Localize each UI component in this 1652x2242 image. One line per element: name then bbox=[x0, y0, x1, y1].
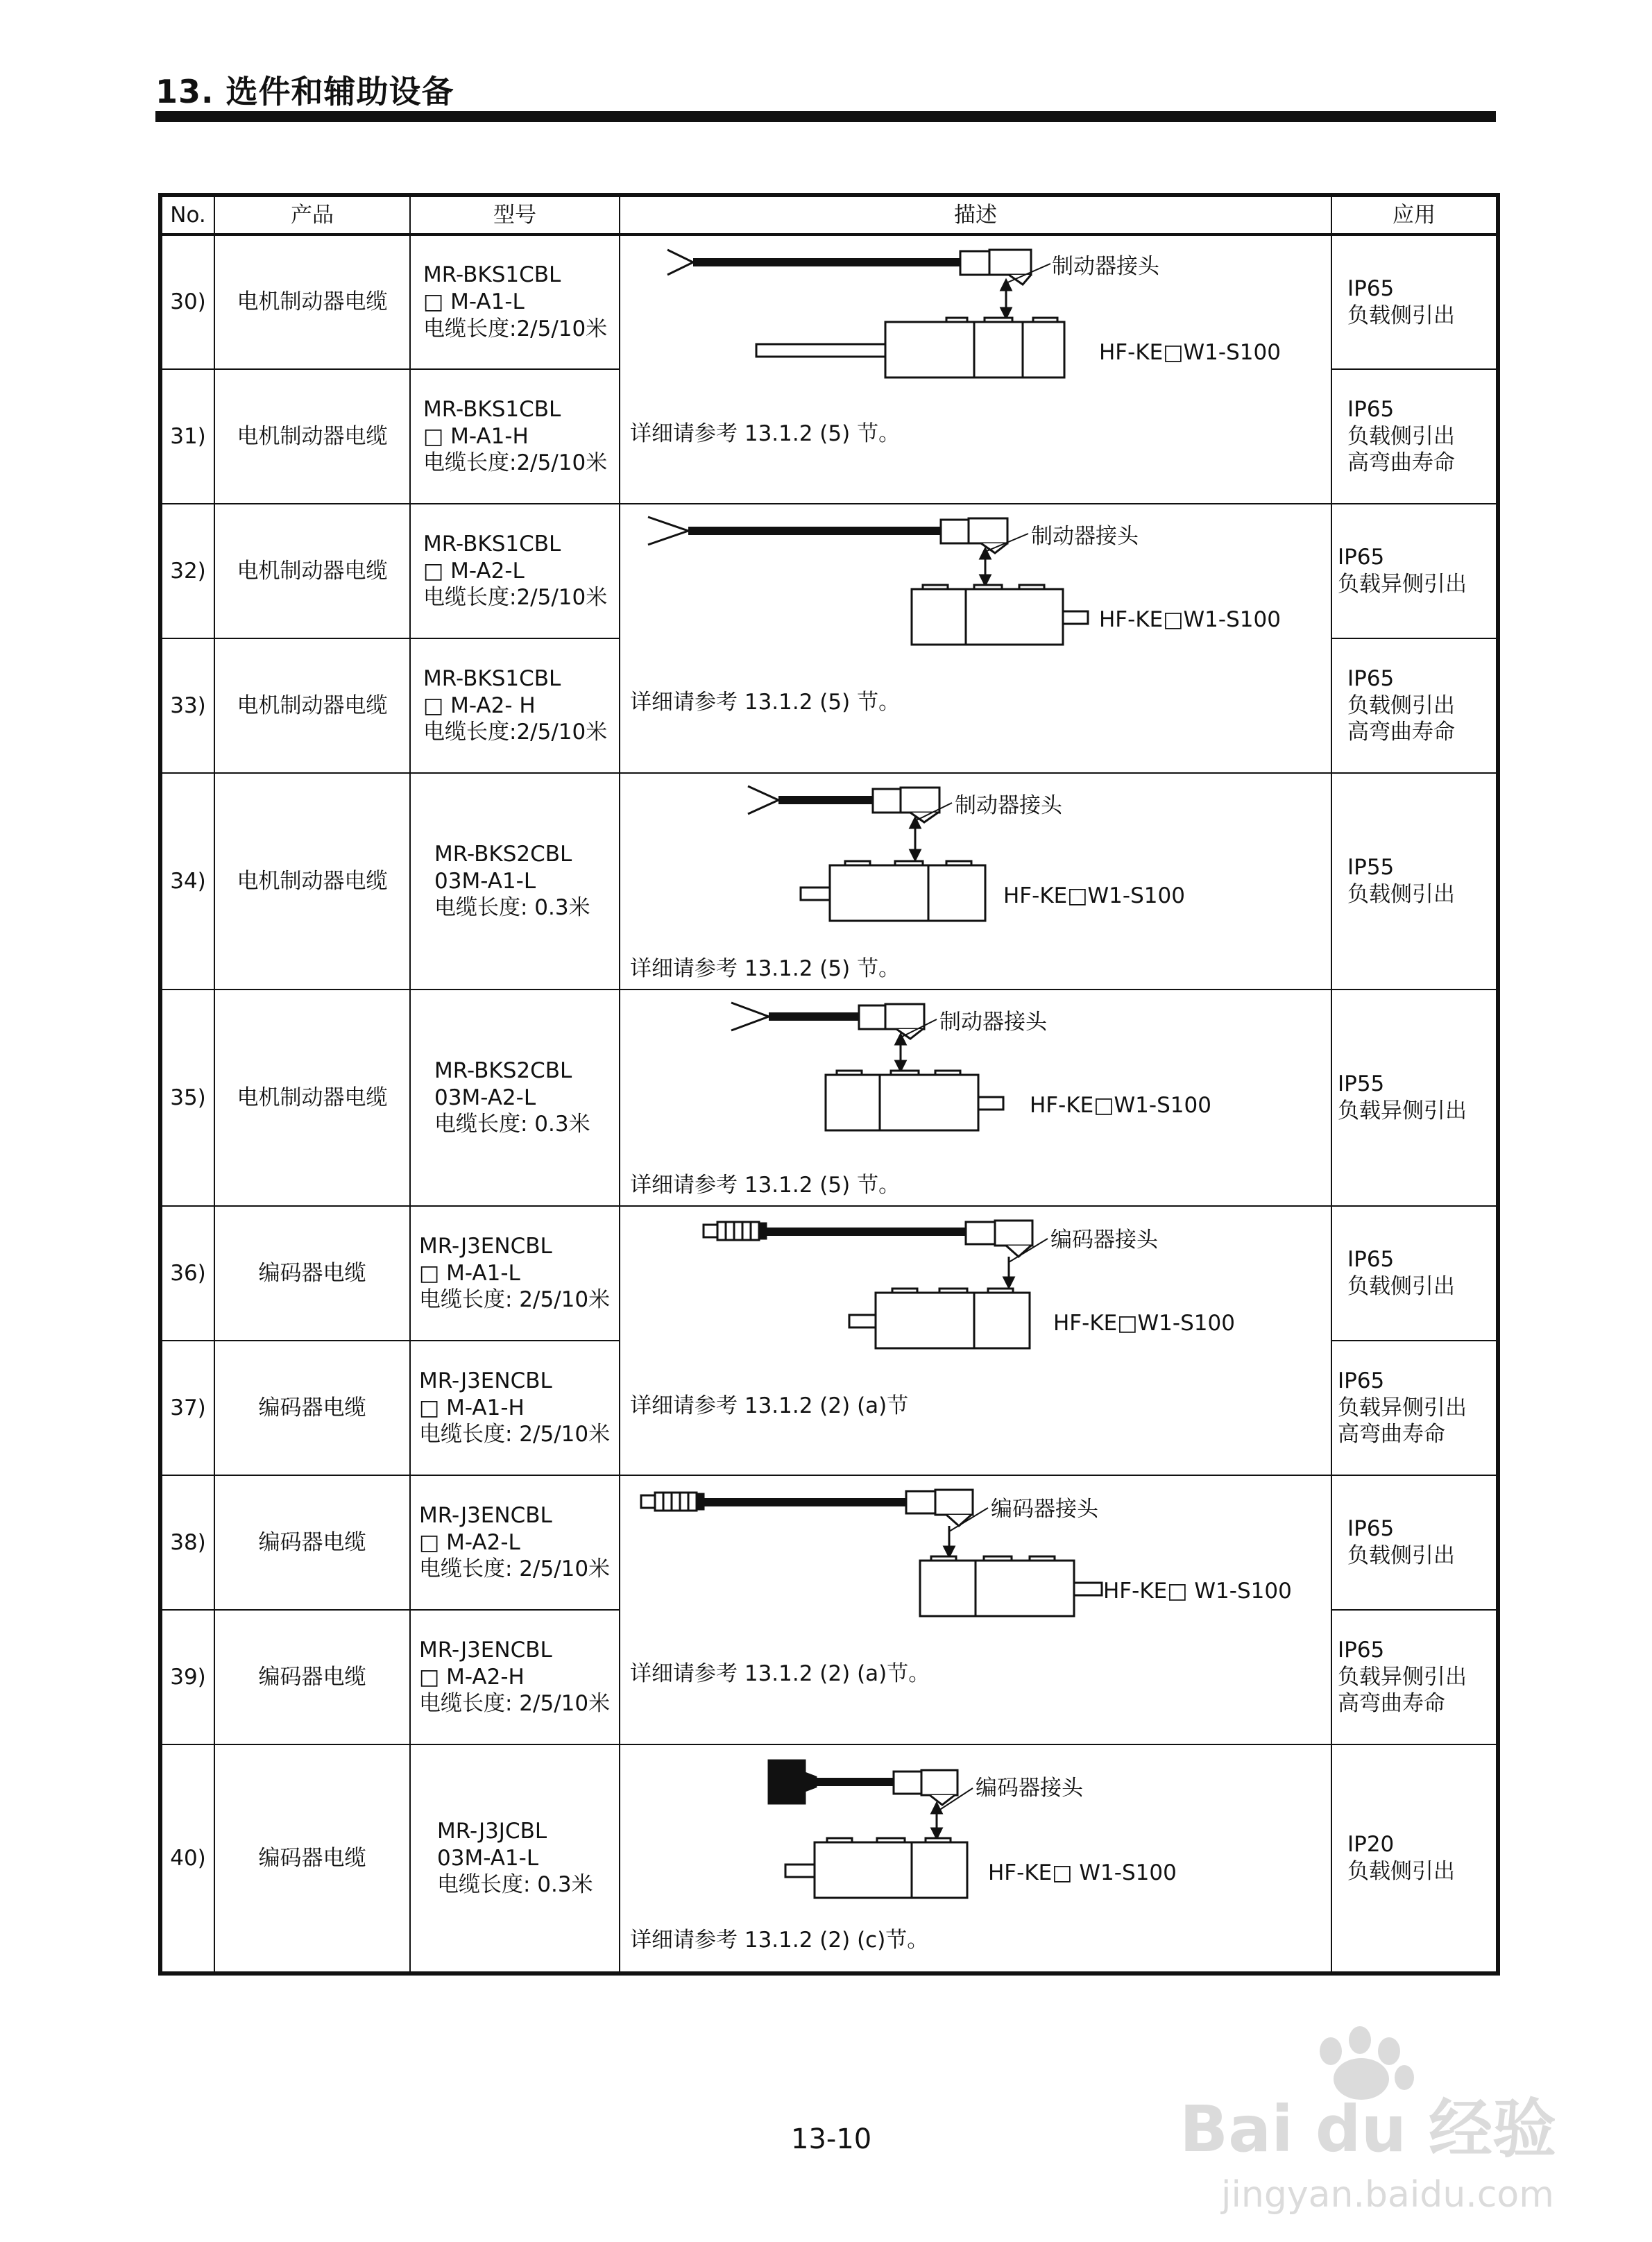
row-number: 32) bbox=[160, 504, 214, 638]
encoder-connector-icon bbox=[966, 1221, 1032, 1257]
table-row bbox=[160, 990, 1498, 1206]
model-line: 电缆长度:2/5/10米 bbox=[423, 450, 608, 476]
motor-model-label: HF-KE□W1-S100 bbox=[1053, 1311, 1235, 1336]
row-application bbox=[1331, 638, 1498, 773]
row-number: 36) bbox=[160, 1206, 214, 1341]
model-line: MR-BKS2CBL bbox=[434, 841, 572, 867]
model-line: 电缆长度: 2/5/10米 bbox=[419, 1691, 611, 1717]
row-application bbox=[1331, 1206, 1498, 1341]
model-line: 03M-A1-L bbox=[437, 1845, 539, 1871]
page-number: 13-10 bbox=[791, 2123, 872, 2155]
servo-motor-icon bbox=[849, 1289, 1030, 1348]
connector-label: 制动器接头 bbox=[1052, 254, 1159, 279]
servo-motor-icon bbox=[920, 1556, 1102, 1616]
row-number: 30) bbox=[160, 235, 214, 369]
row-model bbox=[410, 1341, 620, 1475]
model-line: □ M-A1-L bbox=[423, 289, 525, 315]
model-line: □ M-A2- H bbox=[423, 693, 536, 718]
table-header-row bbox=[160, 195, 1498, 235]
row-model bbox=[410, 235, 620, 369]
amp-connector-icon bbox=[641, 1493, 704, 1511]
servo-motor-icon bbox=[801, 861, 985, 921]
row-number: 34) bbox=[160, 773, 214, 990]
app-line: 负载异侧引出 bbox=[1338, 1664, 1467, 1690]
row-application bbox=[1331, 504, 1498, 638]
row-application bbox=[1331, 990, 1498, 1206]
reference-note: 详细请参考 13.1.2 (5) 节。 bbox=[630, 690, 901, 715]
row-product: 电机制动器电缆 bbox=[214, 504, 410, 638]
row-application bbox=[1331, 1341, 1498, 1475]
row-number: 31) bbox=[160, 369, 214, 504]
app-line: 高弯曲寿命 bbox=[1347, 450, 1455, 476]
double-arrow-icon bbox=[910, 818, 920, 860]
brake-connector-icon bbox=[960, 250, 1031, 285]
cable-wire-icon bbox=[731, 1003, 863, 1030]
row-number: 37) bbox=[160, 1341, 214, 1475]
row-number: 33) bbox=[160, 638, 214, 773]
model-line: MR-J3ENCBL bbox=[419, 1637, 552, 1663]
row-number: 39) bbox=[160, 1610, 214, 1744]
encoder-cable-diagram-a1 bbox=[620, 1207, 1332, 1476]
reference-note: 详细请参考 13.1.2 (5) 节。 bbox=[630, 956, 901, 981]
app-line: IP65 bbox=[1347, 1247, 1395, 1273]
app-line: IP65 bbox=[1347, 665, 1395, 691]
watermark-url: jingyan.baidu.com bbox=[1221, 2174, 1554, 2216]
connector-label: 编码器接头 bbox=[991, 1497, 1098, 1522]
brake-connector-icon bbox=[941, 518, 1007, 553]
row-model bbox=[410, 504, 620, 638]
cable-wire-icon bbox=[648, 517, 946, 545]
row-model bbox=[410, 369, 620, 504]
app-line: IP65 bbox=[1347, 396, 1395, 422]
table-row bbox=[160, 504, 1498, 638]
brake-cable-diagram-a1 bbox=[620, 236, 1332, 505]
row-product: 电机制动器电缆 bbox=[214, 990, 410, 1206]
model-line: 电缆长度: 0.3米 bbox=[434, 895, 590, 921]
model-line: □ M-A2-L bbox=[419, 1529, 520, 1555]
row-description bbox=[620, 504, 1331, 773]
reference-note: 详细请参考 13.1.2 (2) (a)节 bbox=[630, 1393, 909, 1418]
row-description bbox=[620, 990, 1331, 1206]
app-line: 负载异侧引出 bbox=[1338, 1098, 1467, 1123]
servo-motor-icon bbox=[912, 585, 1088, 645]
app-line: 负载侧引出 bbox=[1347, 882, 1455, 907]
model-line: 03M-A1-L bbox=[434, 868, 536, 894]
options-table bbox=[158, 193, 1500, 1976]
servo-motor-icon bbox=[785, 1838, 967, 1898]
row-description bbox=[620, 1206, 1331, 1475]
row-number: 35) bbox=[160, 990, 214, 1206]
encoder-connector-icon bbox=[906, 1490, 973, 1526]
model-line: MR-BKS1CBL bbox=[423, 262, 561, 288]
model-line: □ M-A2-H bbox=[419, 1664, 525, 1690]
row-product: 编码器电缆 bbox=[214, 1610, 410, 1744]
app-line: 负载侧引出 bbox=[1347, 1274, 1455, 1299]
model-line: □ M-A1-L bbox=[419, 1260, 520, 1286]
row-model bbox=[410, 638, 620, 773]
app-line: 负载侧引出 bbox=[1347, 1859, 1455, 1884]
model-line: 电缆长度: 0.3米 bbox=[437, 1872, 593, 1898]
app-line: IP65 bbox=[1347, 275, 1395, 301]
model-line: MR-BKS2CBL bbox=[434, 1058, 572, 1083]
model-line: MR-J3JCBL bbox=[437, 1818, 547, 1844]
cable-wire-icon bbox=[667, 250, 967, 275]
row-model bbox=[410, 1744, 620, 1973]
app-line: IP65 bbox=[1347, 1516, 1395, 1542]
app-line: IP20 bbox=[1347, 1832, 1395, 1858]
reference-note: 详细请参考 13.1.2 (2) (c)节。 bbox=[630, 1928, 929, 1953]
brake-cable-diagram-a2 bbox=[620, 504, 1332, 774]
header-application: 应用 bbox=[1331, 195, 1498, 235]
motor-model-label: HF-KE□W1-S100 bbox=[1099, 340, 1281, 365]
row-application bbox=[1331, 235, 1498, 369]
model-line: MR-J3ENCBL bbox=[419, 1502, 552, 1528]
row-application bbox=[1331, 1744, 1498, 1973]
motor-model-label: HF-KE□W1-S100 bbox=[1099, 607, 1281, 632]
model-line: MR-J3ENCBL bbox=[419, 1233, 552, 1259]
app-line: 负载异侧引出 bbox=[1338, 1395, 1467, 1420]
row-description bbox=[620, 773, 1331, 990]
app-line: IP65 bbox=[1338, 545, 1385, 570]
motor-model-label: HF-KE□ W1-S100 bbox=[988, 1860, 1177, 1885]
row-product: 编码器电缆 bbox=[214, 1341, 410, 1475]
baidu-watermark bbox=[1173, 2012, 1561, 2220]
connector-label: 制动器接头 bbox=[939, 1010, 1047, 1035]
header-no: No. bbox=[160, 195, 214, 235]
connector-label: 编码器接头 bbox=[1050, 1228, 1158, 1252]
page-title: 13. 选件和辅助设备 bbox=[155, 73, 454, 110]
arrow-icon bbox=[944, 1526, 954, 1556]
row-product: 电机制动器电缆 bbox=[214, 773, 410, 990]
row-number: 40) bbox=[160, 1744, 214, 1973]
double-arrow-icon bbox=[1001, 280, 1011, 318]
app-line: IP55 bbox=[1338, 1071, 1385, 1097]
model-line: 电缆长度: 2/5/10米 bbox=[419, 1422, 611, 1447]
row-application bbox=[1331, 369, 1498, 504]
model-line: MR-BKS1CBL bbox=[423, 531, 561, 557]
double-arrow-icon bbox=[896, 1035, 905, 1071]
amp-connector-icon bbox=[704, 1222, 766, 1240]
paw-icon bbox=[1320, 2026, 1414, 2100]
watermark-brand: Bai du 经验 bbox=[1180, 2092, 1557, 2166]
table-row bbox=[160, 1206, 1498, 1341]
reference-note: 详细请参考 13.1.2 (5) 节。 bbox=[630, 421, 901, 446]
connector-label: 编码器接头 bbox=[976, 1776, 1083, 1801]
app-line: 负载侧引出 bbox=[1347, 693, 1455, 718]
connector-label: 制动器接头 bbox=[1031, 524, 1139, 549]
app-line: 负载侧引出 bbox=[1347, 1543, 1455, 1568]
model-line: □ M-A2-L bbox=[423, 558, 525, 584]
model-line: 电缆长度:2/5/10米 bbox=[423, 720, 608, 745]
app-line: 负载异侧引出 bbox=[1338, 572, 1467, 597]
model-line: MR-J3ENCBL bbox=[419, 1368, 552, 1393]
reference-note: 详细请参考 13.1.2 (5) 节。 bbox=[630, 1173, 901, 1198]
app-line: 高弯曲寿命 bbox=[1338, 1422, 1445, 1447]
row-product: 电机制动器电缆 bbox=[214, 235, 410, 369]
app-line: IP55 bbox=[1347, 855, 1395, 881]
arrow-icon bbox=[1004, 1257, 1014, 1287]
row-number: 38) bbox=[160, 1475, 214, 1610]
servo-motor-icon bbox=[756, 318, 1064, 377]
servo-motor-icon bbox=[826, 1071, 1003, 1130]
header-description: 描述 bbox=[620, 195, 1331, 235]
header-rule bbox=[155, 111, 1496, 122]
brake-connector-icon bbox=[859, 1004, 924, 1039]
row-application bbox=[1331, 1610, 1498, 1744]
row-description bbox=[620, 1744, 1331, 1973]
app-line: IP65 bbox=[1338, 1368, 1385, 1393]
app-line: 负载侧引出 bbox=[1347, 423, 1455, 449]
model-line: □ M-A1-H bbox=[423, 423, 529, 449]
model-line: 电缆长度: 0.3米 bbox=[434, 1112, 590, 1137]
row-application bbox=[1331, 773, 1498, 990]
motor-model-label: HF-KE□W1-S100 bbox=[1003, 883, 1185, 908]
app-line: IP65 bbox=[1338, 1637, 1385, 1663]
row-model bbox=[410, 1610, 620, 1744]
row-product: 编码器电缆 bbox=[214, 1206, 410, 1341]
double-arrow-icon bbox=[980, 549, 990, 585]
table-row bbox=[160, 1475, 1498, 1610]
row-product: 编码器电缆 bbox=[214, 1744, 410, 1973]
model-line: 电缆长度: 2/5/10米 bbox=[419, 1287, 611, 1313]
amp-connector-icon bbox=[769, 1760, 816, 1803]
row-model bbox=[410, 773, 620, 990]
encoder-connector-icon bbox=[894, 1770, 957, 1805]
row-description bbox=[620, 1475, 1331, 1744]
app-line: 高弯曲寿命 bbox=[1347, 720, 1455, 745]
model-line: 电缆长度: 2/5/10米 bbox=[419, 1556, 611, 1582]
table-row bbox=[160, 773, 1498, 990]
double-arrow-icon bbox=[932, 1803, 942, 1838]
row-application bbox=[1331, 1475, 1498, 1610]
row-product: 电机制动器电缆 bbox=[214, 638, 410, 773]
row-model bbox=[410, 1206, 620, 1341]
model-line: 03M-A2-L bbox=[434, 1085, 536, 1110]
brake-connector-icon bbox=[873, 788, 939, 822]
row-model bbox=[410, 990, 620, 1206]
model-line: MR-BKS1CBL bbox=[423, 665, 561, 691]
app-line: 负载侧引出 bbox=[1347, 303, 1455, 328]
model-line: 电缆长度:2/5/10米 bbox=[423, 585, 608, 611]
model-line: □ M-A1-H bbox=[419, 1395, 525, 1420]
row-model bbox=[410, 1475, 620, 1610]
encoder-cable-diagram-a2 bbox=[620, 1476, 1332, 1745]
row-description bbox=[620, 235, 1331, 504]
cable-wire-icon bbox=[748, 786, 878, 814]
header-product: 产品 bbox=[214, 195, 410, 235]
motor-model-label: HF-KE□W1-S100 bbox=[1030, 1093, 1211, 1118]
row-product: 编码器电缆 bbox=[214, 1475, 410, 1610]
header-model: 型号 bbox=[410, 195, 620, 235]
app-line: 高弯曲寿命 bbox=[1338, 1691, 1445, 1717]
table-row bbox=[160, 235, 1498, 369]
row-product: 电机制动器电缆 bbox=[214, 369, 410, 504]
model-line: MR-BKS1CBL bbox=[423, 396, 561, 422]
model-line: 电缆长度:2/5/10米 bbox=[423, 316, 608, 341]
connector-label: 制动器接头 bbox=[955, 793, 1062, 818]
table-row bbox=[160, 1744, 1498, 1973]
reference-note: 详细请参考 13.1.2 (2) (a)节。 bbox=[630, 1661, 930, 1686]
motor-model-label: HF-KE□ W1-S100 bbox=[1103, 1579, 1292, 1604]
